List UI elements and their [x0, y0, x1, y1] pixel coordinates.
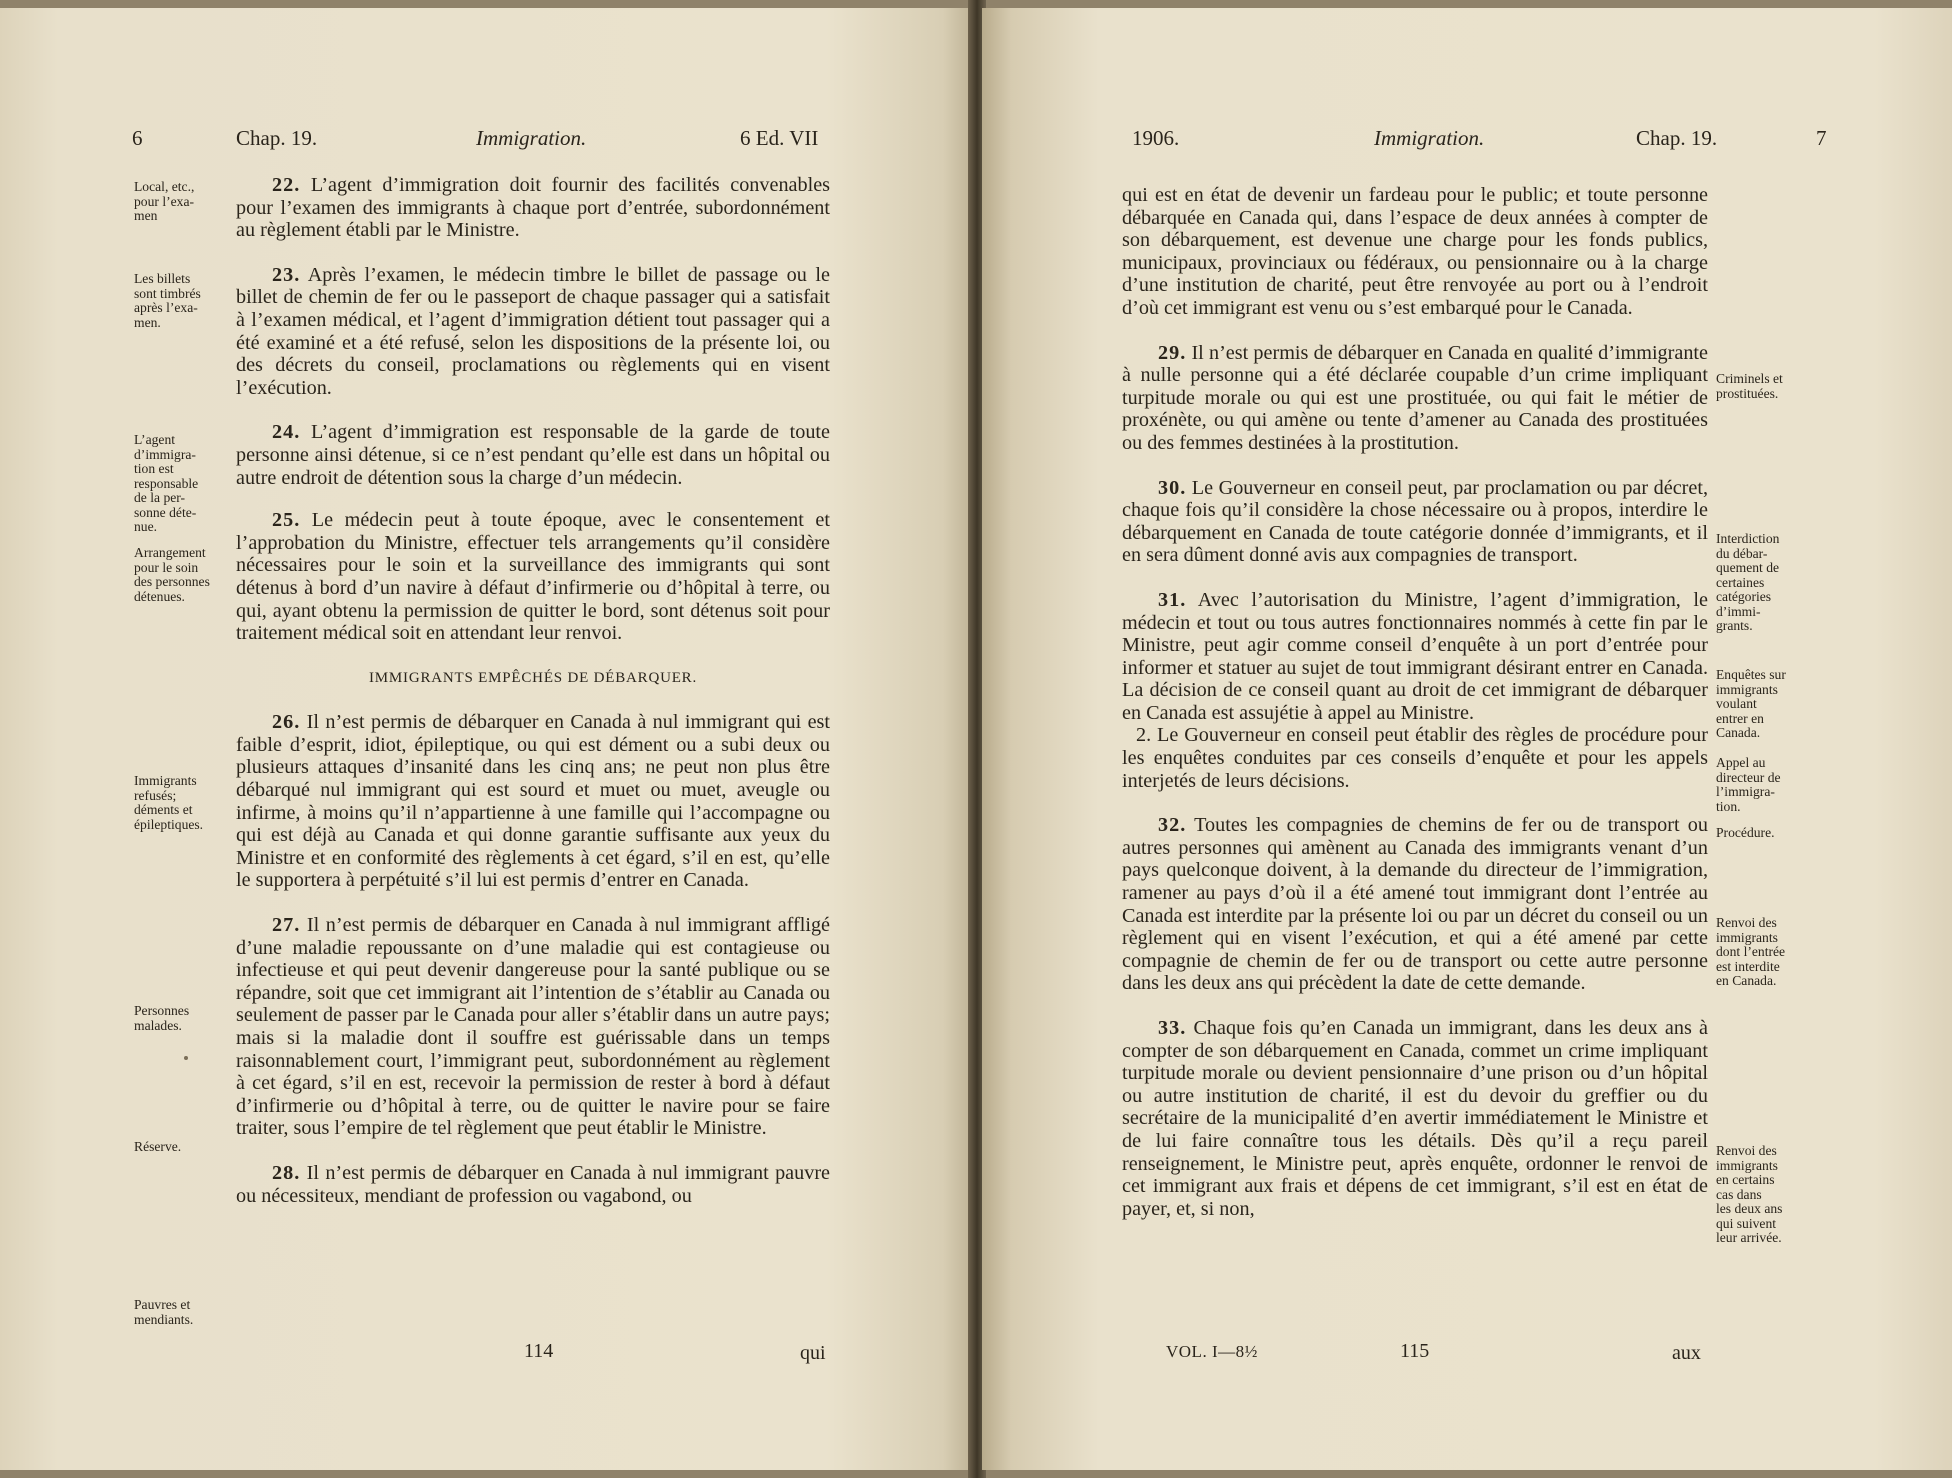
section-number: 33.	[1158, 1017, 1187, 1039]
section-number: 28.	[272, 1161, 301, 1184]
section-text: Le médecin peut à toute époque, avec le consentement et l’approbation du Ministre, effectuer tels arrangements qu’il considère nécessaires pour le soin et la surveillance des immigrants qui sont détenus à bord d’un navire à défaut d’infirmerie ou d’hôpital à terre, ou qui, ayant obtenu la permission de quitter le bord, sont détenus soit pour traitement médical soit en attendant leur renvoi.	[236, 509, 831, 645]
margin-note: Arrangement pour le soin des personnes détenues.	[134, 545, 210, 604]
margin-note: Procédure.	[1716, 825, 1775, 840]
subsection-text: 2. Le Gouverneur en conseil peut établir des règles de procédure pour les enquêtes conduites par ces conseils d’enquête et pour les appels interjetés de leurs décisions.	[1122, 724, 1708, 792]
continuation-text: qui est en état de devenir un fardeau pour le public; et toute personne débarquée en Canada qui, dans l’espace de deux années à compter de son débarquement, est devenue une charge pour les fonds publics, municipaux, provinciaux ou fédéraux, ou pensionnaire ou à la charge d’une institution de charité, peut être renvoyée au port ou à l’endroit d’où cet immigrant est venu ou s’est embarqué pour le Canada.	[1122, 184, 1708, 319]
right-page-number: 7	[1816, 126, 1827, 150]
margin-note: Pauvres et mendiants.	[134, 1297, 194, 1327]
section-number: 31.	[1158, 588, 1187, 611]
margin-note: Interdiction du débar- quement de certaines catégories d’immi- grants.	[1716, 531, 1780, 633]
ink-speck	[184, 1056, 188, 1060]
right-catchword: aux	[1672, 1342, 1701, 1364]
left-body-text	[236, 174, 830, 1207]
section-text: Avec l’autorisation du Ministre, l’agent d’immigration, le médecin et tout ou tous autres fonctionnaires nommés à cette fin par le Ministre, peut agir comme conseil d’enquête à un port d’entrée pour informer et statuer au sujet de tout immigrant désirant entrer en Canada. La décision de ce conseil quant au droit de cet immigrant de débarquer en Canada est assujétie à appel au Ministre.	[1122, 588, 1708, 724]
margin-note: Immigrants refusés; déments et épileptiques.	[134, 773, 204, 832]
right-title: Immigration.	[1374, 126, 1485, 150]
margin-note: Renvoi des immigrants dont l’entrée est interdite en Canada.	[1716, 915, 1786, 988]
right-year: 1906.	[1132, 126, 1180, 150]
left-page	[0, 8, 972, 1470]
margin-note: Réserve.	[134, 1139, 182, 1154]
section-number: 22.	[272, 174, 301, 196]
section-number: 30.	[1158, 476, 1187, 499]
section-text: L’agent d’immigration doit fournir des facilités convenables pour l’examen des immigrants à chaque port d’entrée, subordonnément au règlement établi par le Ministre.	[236, 174, 831, 242]
section-text: Il n’est permis de débarquer en Canada à nul immigrant pauvre ou nécessiteux, mendiant de profession ou vagabond, ou	[236, 1161, 830, 1207]
right-body-text	[1122, 184, 1708, 1220]
section-number: 23.	[272, 263, 301, 286]
margin-note: Enquêtes sur immigrants voulant entrer en Canada.	[1716, 667, 1786, 740]
section-text: Chaque fois qu’en Canada un immigrant, dans les deux ans à compter de son débarquement en Canada, commet un crime impliquant turpitude morale ou devient pensionnaire d’une prison ou d’un hôpital ou autre institution de charité, il est du devoir du greffier ou du secrétaire de la municipalité d’en avertir immédiatement le Ministre et de lui faire connaître tous les détails. Dès qu’il a reçu pareil renseignement, le Ministre peut, après enquête, ordonner le renvoi de cet immigrant aux frais et dépens de cet immigrant, s’il est en état de payer, et, si non,	[1122, 1017, 1709, 1220]
section-number: 27.	[272, 914, 301, 937]
margin-note: Renvoi des immigrants en certains cas dans les deux ans qui suivent leur arrivée.	[1716, 1143, 1783, 1245]
section-text: Il n’est permis de débarquer en Canada en qualité d’immigrante à nulle personne qui a été déclarée coupable d’un crime impliquant turpitude morale ou qui est une prostituée, ou qui fait le métier de proxénète, ou qui amène ou tente d’amener au Canada des prostituées ou des femmes destinées à la prostitution.	[1122, 341, 1708, 454]
section-number: 29.	[1158, 341, 1187, 364]
right-chapter: Chap. 19.	[1636, 126, 1718, 150]
section-text: Après l’examen, le médecin timbre le billet de passage ou le billet de chemin de fer ou le passeport de chaque passager qui a satisfait à l’examen médical, et l’agent d’immigration détient tout passager qui a été examiné et a été refusé, selon les dispositions de la présente loi, ou des décrets du conseil, proclamations ou règlements qui en visent l’exécution.	[236, 263, 830, 399]
margin-note: Local, etc., pour l’exa- men	[134, 179, 195, 223]
section-text: Il n’est permis de débarquer en Canada à nul immigrant affligé d’une maladie repoussante on d’une maladie qui est contagieuse ou infectieuse et qui peut devenir dangereuse pour la santé publique ou se répandre, soit que cet immigrant ait l’intention de s’établir au Canada ou seulement de passer par le Canada pour aller s’établir dans un autre pays; mais si la maladie dont il souffre est guérissable dans un temps raisonnablement court, l’immigrant peut, subordonnément au règlement à cet égard, s’il en est, recevoir la permission de rester à bord à défaut d’infirmerie ou d’hôpital à terre, ou de quitter le navire pour se faire traiter, sous l’empire de tel règlement que peut établir le Ministre.	[236, 914, 831, 1140]
section-number: 26.	[272, 711, 301, 734]
section-heading: IMMIGRANTS EMPÊCHÉS DE DÉBARQUER.	[368, 669, 698, 686]
left-catchword: qui	[800, 1342, 826, 1364]
margin-note: Criminels et prostituées.	[1716, 371, 1783, 401]
section-text: Le Gouverneur en conseil peut, par proclamation ou par décret, chaque fois qu’il considère la chose nécessaire ou à propos, interdire le débarquement en Canada de toute catégorie donnée d’immigrants, et il en sera dûment donné avis aux compagnies de transport.	[1122, 476, 1709, 567]
margin-note: L’agent d’immigra- tion est responsable de la per- sonne déte- nue.	[134, 432, 199, 534]
left-page-number: 6	[132, 126, 143, 150]
left-folio: 114	[524, 1340, 554, 1362]
signature-mark: VOL. I—8½	[1166, 1342, 1258, 1361]
section-text: Il n’est permis de débarquer en Canada à nul immigrant qui est faible d’esprit, idiot, épileptique, ou qui est dément ou a subi deux ou plusieurs attaques d’insanité dans les cinq ans; ne peut non plus être débarqué nul immigrant qui est sourd et muet ou muet, aveugle ou infirme, à moins qu’il n’appartienne à une famille qui l’accompagne ou qui est déjà au Canada et qui donne garantie suffisante aux yeux du Ministre et en conformité des règlements à cet égard, s’il en est, qu’elle le supportera à perpétuité s’il lui est permis d’entrer en Canada.	[236, 711, 831, 892]
right-folio: 115	[1400, 1340, 1430, 1362]
section-text: L’agent d’immigration est responsable de la garde de toute personne ainsi détenue, si ce n’est pendant qu’elle est dans un hôpital ou autre endroit de détention sous la charge d’un médecin.	[236, 421, 831, 489]
left-title: Immigration.	[476, 126, 587, 150]
margin-note: Personnes malades.	[134, 1003, 190, 1033]
margin-note: Les billets sont timbrés après l’exa- men.	[134, 271, 201, 330]
section-text: Toutes les compagnies de chemins de fer ou de transport ou autres personnes qui amènent au Canada des immigrants venant d’un pays quelconque doivent, à la demande du directeur de l’immigration, ramener au pays d’où il a été amené tout immigrant dont l’entrée au Canada est interdite par la présente loi ou par un décret du conseil ou un règlement qui en visent l’exécution, et qui a été amené par cette compagnie de chemin de fer ou de transport ou cette autre personne dans les deux ans qui précèdent la date de cette demande.	[1122, 814, 1708, 995]
margin-note: Appel au directeur de l’immigra- tion.	[1716, 755, 1781, 814]
section-number: 25.	[272, 509, 301, 532]
left-reign: 6 Ed. VII	[740, 126, 819, 150]
section-number: 24.	[272, 421, 301, 444]
section-number: 32.	[1158, 814, 1187, 837]
left-chapter: Chap. 19.	[236, 126, 318, 150]
right-page	[982, 8, 1952, 1470]
